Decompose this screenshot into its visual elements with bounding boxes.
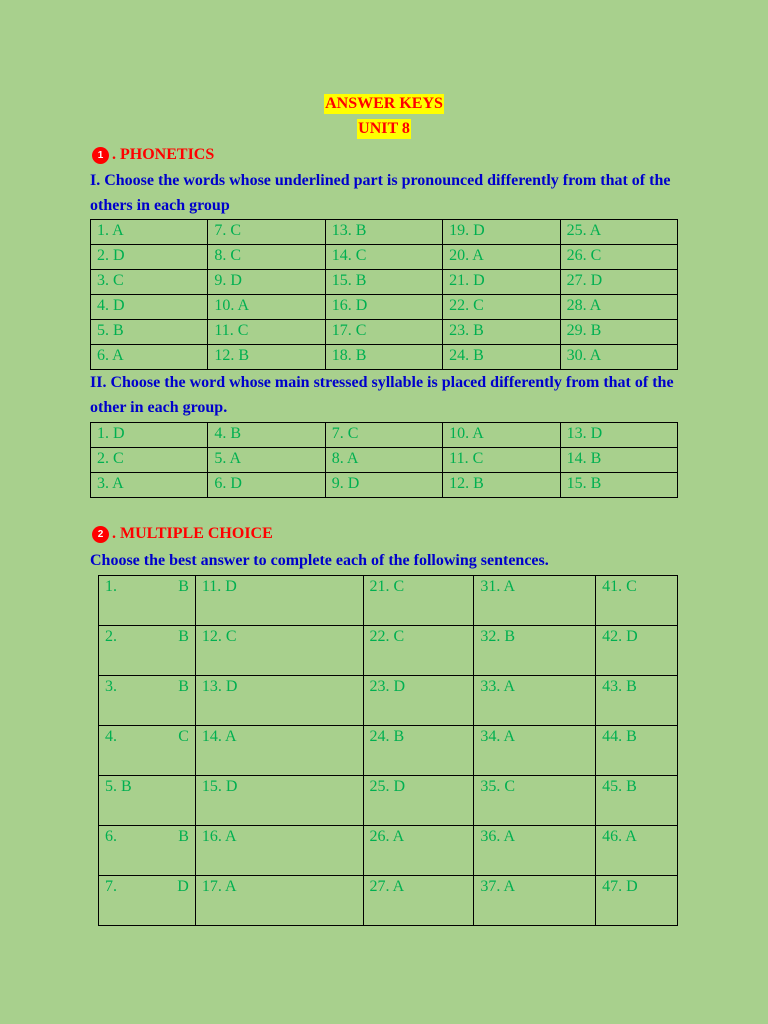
- part1-row: [91, 320, 678, 345]
- section-multiple-choice-label: . MULTIPLE CHOICE: [112, 525, 273, 542]
- number-two-badge-icon: 2: [92, 526, 109, 543]
- mc-cell: 44. B: [596, 726, 678, 776]
- mc-row: [99, 576, 678, 626]
- part1-cell: 27. D: [560, 270, 677, 295]
- mc-cell: 11. D: [195, 576, 363, 626]
- part1-cell: 7. C: [208, 220, 325, 245]
- title-wrap: [0, 94, 768, 114]
- mc-cell: 45. B: [596, 776, 678, 826]
- part2-cell: 14. B: [560, 448, 677, 473]
- part2-cell: 11. C: [443, 448, 560, 473]
- part1-cell: 21. D: [443, 270, 560, 295]
- mc-cell: 15. D: [195, 776, 363, 826]
- mc-answer-letter: C: [178, 728, 189, 745]
- part1-cell: 29. B: [560, 320, 677, 345]
- mc-cell: 31. A: [474, 576, 596, 626]
- mc-row: [99, 626, 678, 676]
- mc-cell: 17. A: [195, 876, 363, 926]
- part2-cell: 1. D: [91, 423, 208, 448]
- part2-cell: 3. A: [91, 473, 208, 498]
- part2-row: [91, 473, 678, 498]
- mc-cell: [99, 576, 196, 626]
- mc-cell: 26. A: [363, 826, 474, 876]
- part2-cell: 13. D: [560, 423, 677, 448]
- mc-cell: 12. C: [195, 626, 363, 676]
- mc-cell: 23. D: [363, 676, 474, 726]
- multiple-choice-instruction: Choose the best answer to complete each of the following sentences.: [90, 552, 549, 569]
- part1-cell: 17. C: [325, 320, 442, 345]
- mc-question-number: 3.: [105, 678, 117, 695]
- mc-question-number: 6.: [105, 828, 117, 845]
- mc-row: [99, 676, 678, 726]
- mc-answer-letter: B: [178, 578, 189, 595]
- mc-cell: 35. C: [474, 776, 596, 826]
- mc-cell: 42. D: [596, 626, 678, 676]
- mc-row: [99, 826, 678, 876]
- part1-row: [91, 295, 678, 320]
- mc-cell: 47. D: [596, 876, 678, 926]
- part1-row: [91, 270, 678, 295]
- mc-cell: 16. A: [195, 826, 363, 876]
- part1-cell: 24. B: [443, 345, 560, 370]
- part1-cell: 19. D: [443, 220, 560, 245]
- part2-cell: 2. C: [91, 448, 208, 473]
- section-phonetics-label: . PHONETICS: [112, 146, 215, 163]
- mc-cell: 41. C: [596, 576, 678, 626]
- mc-cell: 34. A: [474, 726, 596, 776]
- part1-cell: 10. A: [208, 295, 325, 320]
- part2-cell: 5. A: [208, 448, 325, 473]
- part1-cell: 18. B: [325, 345, 442, 370]
- mc-cell: 33. A: [474, 676, 596, 726]
- mc-answer-letter: B: [178, 628, 189, 645]
- part2-cell: 15. B: [560, 473, 677, 498]
- part1-cell: 5. B: [91, 320, 208, 345]
- part1-cell: 2. D: [91, 245, 208, 270]
- part1-cell: 14. C: [325, 245, 442, 270]
- part1-cell: 9. D: [208, 270, 325, 295]
- part1-cell: 15. B: [325, 270, 442, 295]
- part2-row: [91, 448, 678, 473]
- page-subtitle: UNIT 8: [358, 120, 410, 137]
- mc-cell: 22. C: [363, 626, 474, 676]
- mc-cell: [99, 626, 196, 676]
- part1-row: [91, 345, 678, 370]
- part1-cell: 30. A: [560, 345, 677, 370]
- part1-cell: 20. A: [443, 245, 560, 270]
- mc-answer-letter: B: [178, 678, 189, 695]
- mc-cell: [99, 676, 196, 726]
- part2-cell: 12. B: [443, 473, 560, 498]
- mc-cell: [99, 826, 196, 876]
- part2-cell: 7. C: [325, 423, 442, 448]
- mc-cell: 43. B: [596, 676, 678, 726]
- subtitle-wrap: [0, 119, 768, 139]
- mc-answer-letter: B: [178, 828, 189, 845]
- number-one-badge-icon: 1: [92, 147, 109, 164]
- part1-cell: 22. C: [443, 295, 560, 320]
- mc-cell: 25. D: [363, 776, 474, 826]
- part2-cell: 9. D: [325, 473, 442, 498]
- mc-cell: 46. A: [596, 826, 678, 876]
- part2-cell: 8. A: [325, 448, 442, 473]
- part1-cell: 3. C: [91, 270, 208, 295]
- mc-question-number: 4.: [105, 728, 117, 745]
- mc-cell: 14. A: [195, 726, 363, 776]
- part2-cell: 10. A: [443, 423, 560, 448]
- part1-row: [91, 245, 678, 270]
- part1-cell: 26. C: [560, 245, 677, 270]
- mc-cell: [99, 776, 196, 826]
- multiple-choice-table: [98, 575, 678, 926]
- part1-cell: 1. A: [91, 220, 208, 245]
- section-multiple-choice-heading: [92, 523, 273, 545]
- part1-cell: 6. A: [91, 345, 208, 370]
- part2-cell: 6. D: [208, 473, 325, 498]
- mc-question-number: 5. B: [105, 778, 132, 795]
- mc-question-number: 7.: [105, 878, 117, 895]
- mc-answer-letter: D: [177, 878, 189, 895]
- part1-cell: 28. A: [560, 295, 677, 320]
- part1-cell: 13. B: [325, 220, 442, 245]
- section-phonetics-heading: [92, 144, 214, 166]
- mc-cell: 21. C: [363, 576, 474, 626]
- phonetics-part2-table: [90, 422, 678, 498]
- mc-cell: 37. A: [474, 876, 596, 926]
- mc-row: [99, 776, 678, 826]
- part1-cell: 4. D: [91, 295, 208, 320]
- part1-cell: 11. C: [208, 320, 325, 345]
- mc-cell: 24. B: [363, 726, 474, 776]
- part1-cell: 16. D: [325, 295, 442, 320]
- part1-cell: 12. B: [208, 345, 325, 370]
- part1-cell: 8. C: [208, 245, 325, 270]
- mc-question-number: 1.: [105, 578, 117, 595]
- part1-cell: 23. B: [443, 320, 560, 345]
- mc-row: [99, 876, 678, 926]
- part1-cell: 25. A: [560, 220, 677, 245]
- mc-cell: 36. A: [474, 826, 596, 876]
- mc-question-number: 2.: [105, 628, 117, 645]
- mc-cell: 32. B: [474, 626, 596, 676]
- part2-cell: 4. B: [208, 423, 325, 448]
- mc-cell: 27. A: [363, 876, 474, 926]
- page-title: ANSWER KEYS: [325, 95, 443, 112]
- mc-cell: [99, 726, 196, 776]
- mc-row: [99, 726, 678, 776]
- part2-row: [91, 423, 678, 448]
- part2-instruction: II. Choose the word whose main stressed syllable is placed differently from that of the other in each group.: [90, 374, 674, 416]
- part1-row: [91, 220, 678, 245]
- mc-cell: 13. D: [195, 676, 363, 726]
- mc-cell: [99, 876, 196, 926]
- phonetics-part1-table: [90, 219, 678, 370]
- part1-instruction: I. Choose the words whose underlined part is pronounced differently from that of the others in each group: [90, 172, 671, 214]
